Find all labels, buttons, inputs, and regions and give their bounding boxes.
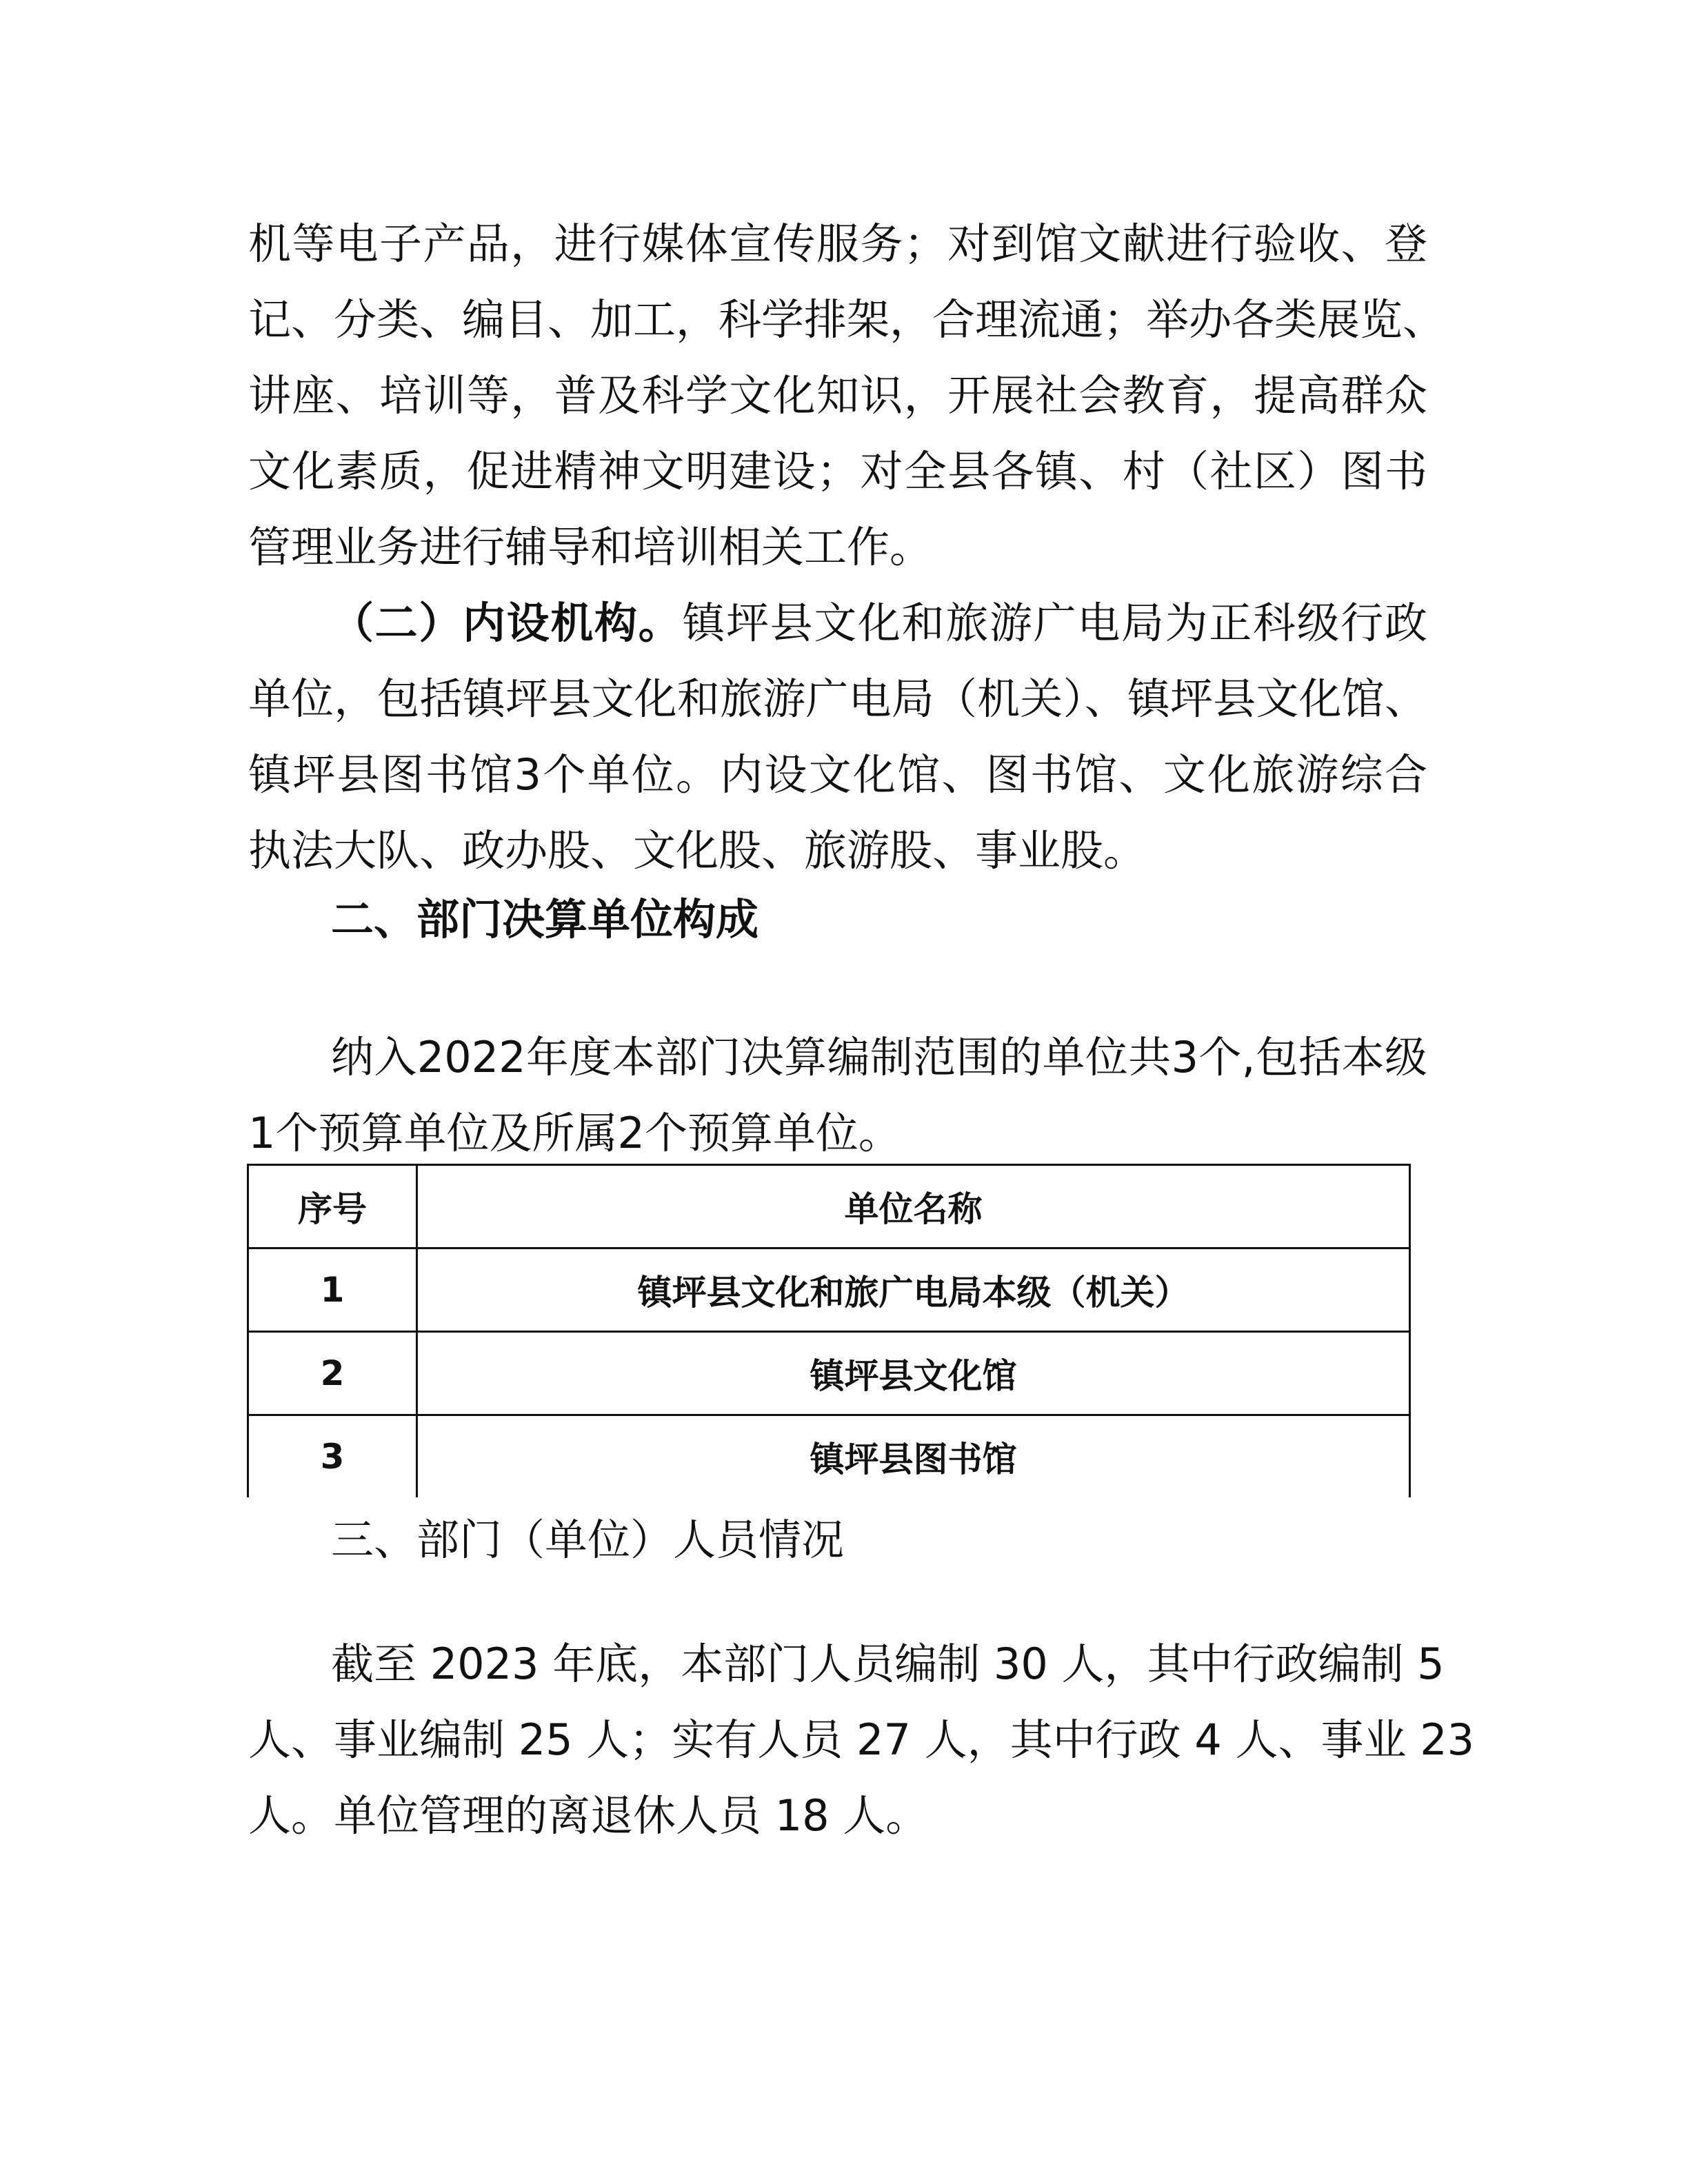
paragraph-line: 镇坪县图书馆3个单位。内设文化馆、图书馆、文化旅游综合 [248, 749, 1427, 800]
table-cell-index: 3 [248, 1415, 417, 1498]
table-cell-unit-name: 镇坪县文化馆 [417, 1332, 1410, 1415]
paragraph-line: 人、事业编制 25 人；实有人员 27 人，其中行政 4 人、事业 23 [248, 1715, 1475, 1765]
paragraph-line: 1个预算单位及所属2个预算单位。 [248, 1108, 901, 1158]
units-table [247, 1164, 1411, 1497]
table-row [248, 1248, 1410, 1332]
table-cell-index: 1 [248, 1248, 417, 1332]
section-heading: 二、部门决算单位构成 [331, 894, 759, 944]
paragraph-line: 单位，包括镇坪县文化和旅游广电局（机关）、镇坪县文化馆、 [248, 674, 1427, 724]
column-header: 单位名称 [417, 1165, 1410, 1248]
subheading-internal-institutions: （二）内设机构。 [331, 598, 683, 648]
table-cell-index: 2 [248, 1332, 417, 1415]
table-cell-unit-name: 镇坪县文化和旅广电局本级（机关） [417, 1248, 1410, 1332]
table-row [248, 1332, 1410, 1415]
paragraph-line: 截至 2023 年底，本部门人员编制 30 人，其中行政编制 5 [331, 1639, 1445, 1689]
table-cell-unit-name: 镇坪县图书馆 [417, 1415, 1410, 1498]
paragraph-line: 记、分类、编目、加工，科学排架，合理流通；举办各类展览、 [248, 294, 1446, 345]
paragraph-line: 管理业务进行辅导和培训相关工作。 [248, 522, 933, 572]
paragraph-line: 机等电子产品，进行媒体宣传服务；对到馆文献进行验收、登 [248, 219, 1427, 269]
paragraph-line: 执法大队、政办股、文化股、旅游股、事业股。 [248, 825, 1147, 876]
paragraph-line: 讲座、培训等，普及科学文化知识，开展社会教育，提高群众 [248, 370, 1427, 421]
paragraph-text: 镇坪县文化和旅游广电局为正科级行政 [682, 598, 1427, 648]
paragraph-line: 人。单位管理的离退休人员 18 人。 [248, 1790, 929, 1841]
paragraph-line [331, 596, 1427, 651]
paragraph-line: 纳入2022年度本部门决算编制范围的单位共3个,包括本级 [331, 1032, 1427, 1082]
section-heading: 三、部门（单位）人员情况 [331, 1515, 845, 1565]
paragraph-line: 文化素质，促进精神文明建设；对全县各镇、村（社区）图书 [248, 446, 1427, 496]
table-header-row [248, 1165, 1410, 1248]
column-header: 序号 [248, 1165, 417, 1248]
table-row [248, 1415, 1410, 1498]
